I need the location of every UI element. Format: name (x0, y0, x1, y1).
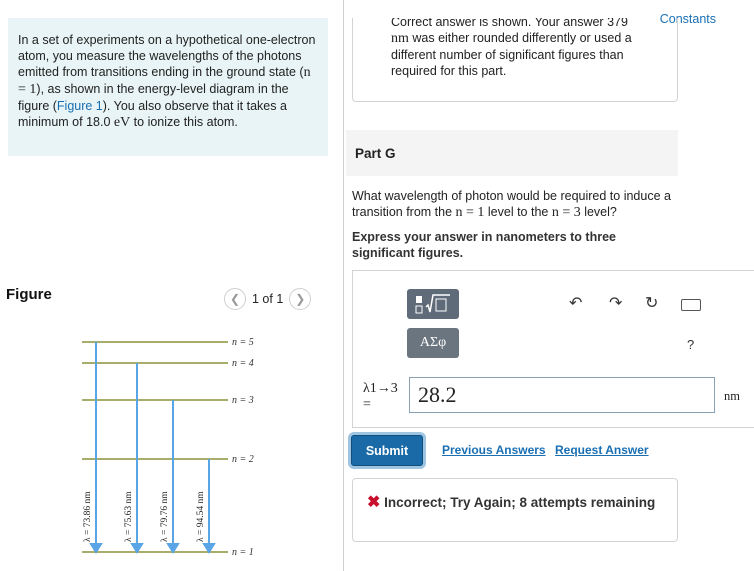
part-label: Part G (355, 146, 396, 161)
figure-title: Figure (6, 286, 52, 303)
chevron-right-icon: ❯ (295, 292, 306, 306)
question-math-from: n = 1 (455, 205, 485, 220)
question-text-3: level? (580, 205, 617, 219)
figure-pager (224, 288, 311, 310)
answer-unit: nm (724, 389, 740, 403)
answer-variable (363, 381, 398, 413)
help-button[interactable]: ? (687, 337, 695, 352)
level-label-n4: n = 4 (232, 358, 254, 369)
answer-variable-symbol: λ1→3 (363, 381, 398, 396)
fraction-sqrt-template-icon (413, 292, 453, 316)
previous-feedback-unit: nm (391, 31, 409, 46)
intro-text-1: In a set of experiments on a hypothetical one-electron atom, you measure the wavelengths of the photons emitted from transitions ending in the ground state ( (18, 33, 316, 79)
question-text (352, 188, 682, 221)
redo-icon[interactable]: ↷ (609, 295, 623, 312)
level-label-n3: n = 3 (232, 395, 254, 406)
part-header[interactable] (346, 130, 678, 176)
figure-link[interactable]: Figure 1 (56, 99, 103, 113)
result-message: Incorrect; Try Again; 8 attempts remaining (384, 495, 656, 510)
previous-answers-link[interactable]: Previous Answers (442, 443, 546, 457)
intro-math-ground: n = 1 (18, 65, 311, 97)
arrowhead-4-1 (132, 544, 142, 552)
template-button[interactable] (407, 289, 459, 319)
chevron-left-icon: ❮ (229, 292, 241, 306)
level-label-n5: n = 5 (232, 337, 254, 348)
column-divider (343, 0, 344, 571)
transition-label-3-1: λ = 79.76 nm (160, 491, 170, 542)
undo-icon[interactable]: ↶ (569, 295, 583, 312)
symbols-button[interactable]: ΑΣφ (407, 328, 459, 358)
next-figure-button[interactable] (289, 288, 311, 310)
energy-level-diagram (76, 332, 276, 564)
intro-text-3: ). You also observe that it takes a minimum of 18.0 (18, 99, 287, 129)
problem-intro (8, 18, 328, 156)
answer-equals: = (363, 397, 371, 412)
arrowhead-2-1 (204, 544, 214, 552)
transition-label-5-1: λ = 73.86 nm (83, 491, 93, 542)
incorrect-icon: ✖ (367, 494, 381, 511)
figure-page-indicator: 1 of 1 (252, 292, 284, 306)
previous-feedback-text: was either rounded differently or used a different number of significant figures than required for this part. (391, 31, 632, 78)
prev-figure-button[interactable] (224, 288, 246, 310)
transition-label-2-1: λ = 94.54 nm (196, 491, 206, 542)
answer-input[interactable]: 28.2 (409, 377, 715, 413)
result-feedback (352, 478, 678, 542)
previous-feedback-clipped-line: Correct answer is shown. Your answer 379 (391, 18, 628, 29)
level-label-n1: n = 1 (232, 547, 254, 558)
answer-instruction: Express your answer in nanometers to three significant figures. (352, 230, 616, 260)
arrowhead-5-1 (91, 544, 101, 552)
level-label-n2: n = 2 (232, 454, 254, 465)
constants-link[interactable]: Constants (659, 12, 716, 26)
request-answer-link[interactable]: Request Answer (555, 443, 649, 457)
intro-text-2: ), as shown in the energy-level diagram in the figure ( (18, 82, 289, 113)
arrowhead-3-1 (168, 544, 178, 552)
submit-button[interactable]: Submit (351, 435, 423, 466)
question-text-2: level to the (484, 205, 552, 219)
previous-feedback (352, 18, 678, 102)
intro-text-4: to ionize this atom. (130, 115, 238, 129)
intro-unit-ev: eV (113, 115, 131, 130)
transition-label-4-1: λ = 75.63 nm (124, 491, 134, 542)
previous-feedback-body (391, 30, 663, 79)
answer-area (352, 270, 754, 428)
keyboard-icon[interactable] (681, 299, 701, 311)
question-math-to: n = 3 (551, 205, 581, 220)
question-text-1: What wavelength of photon would be required to induce a transition from the (352, 189, 671, 219)
reset-icon[interactable]: ↻ (645, 295, 659, 312)
